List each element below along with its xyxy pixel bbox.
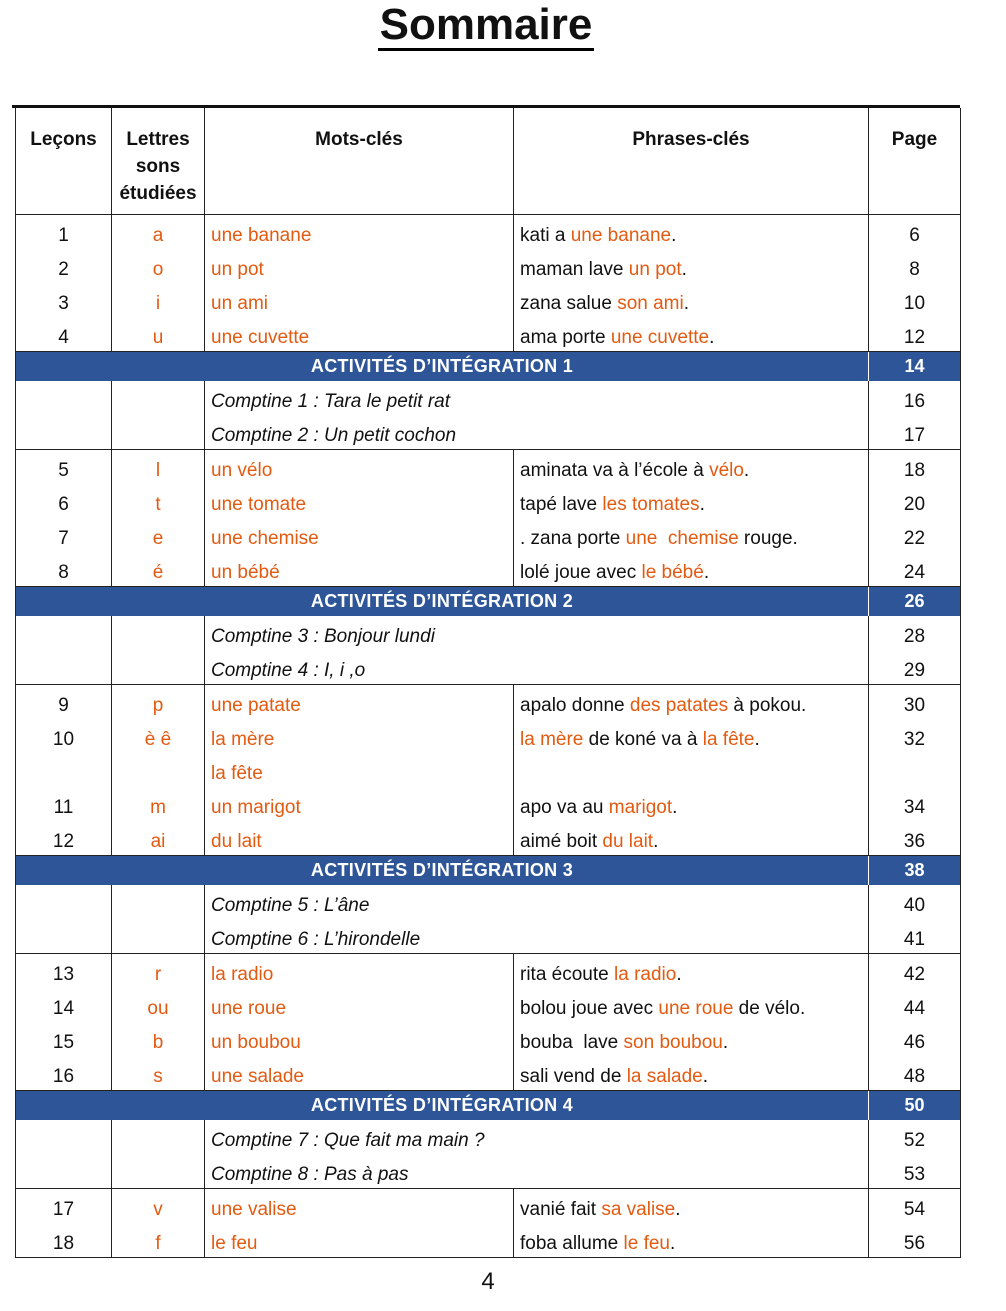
phrase-highlight: le bébé — [641, 562, 704, 583]
phrase-text: . — [672, 797, 678, 818]
comptine-title: Comptine 3 : Bonjour lundi — [205, 616, 869, 650]
table-row — [16, 484, 961, 518]
comptine-title: Comptine 8 : Pas à pas — [205, 1154, 869, 1189]
phrase-text: . — [683, 293, 689, 314]
mot-cle-cell: un boubou — [205, 1022, 514, 1056]
lettre-cell: a — [112, 215, 205, 250]
phrase-highlight: son ami — [617, 293, 684, 314]
phrase-text: zana salue — [520, 293, 618, 314]
lecon-cell — [16, 1120, 112, 1154]
lettre-cell — [112, 616, 205, 650]
page-cell: 40 — [869, 885, 961, 919]
mot-cle-cell: du lait — [205, 821, 514, 856]
phrase-text: . — [653, 831, 659, 852]
mot-cle-cell: une roue — [205, 988, 514, 1022]
phrase-highlight: les tomates — [602, 494, 700, 515]
table-row — [16, 719, 961, 753]
lettre-cell: r — [112, 954, 205, 989]
lecon-cell — [16, 415, 112, 450]
comptine-title: Comptine 1 : Tara le petit rat — [205, 381, 869, 415]
phrase-highlight: la radio — [614, 964, 677, 985]
table-body — [16, 215, 961, 1258]
table-row — [16, 518, 961, 552]
page-cell: 8 — [869, 249, 961, 283]
phrase-highlight: la salade — [626, 1066, 703, 1087]
phrase-text: . — [743, 460, 750, 481]
phrase-text: apalo donne — [520, 695, 630, 716]
comptine-title: Comptine 7 : Que fait ma main ? — [205, 1120, 869, 1154]
page-cell: 53 — [869, 1154, 961, 1189]
lettre-cell: u — [112, 317, 205, 352]
phrase-cle-cell — [514, 1056, 869, 1091]
table-row — [16, 787, 961, 821]
phrase-highlight: la mère — [520, 729, 584, 750]
phrase-text: aminata va à l’école à — [520, 460, 710, 481]
phrase-text: . — [681, 259, 687, 280]
phrase-highlight: vélo — [709, 460, 744, 481]
header-mots: Mots-clés — [205, 108, 514, 215]
mot-cle-cell: la fête — [205, 753, 514, 787]
mot-cle-cell: une patate — [205, 685, 514, 720]
lettre-cell: v — [112, 1189, 205, 1224]
page-cell: 29 — [869, 650, 961, 685]
header-page: Page — [869, 108, 961, 215]
lecon-cell: 16 — [16, 1056, 112, 1091]
phrase-text: ama porte — [520, 327, 611, 348]
phrase-highlight: marigot — [608, 797, 673, 818]
band-page: 50 — [869, 1091, 961, 1121]
table-row — [16, 249, 961, 283]
comptine-row — [16, 885, 961, 919]
lecon-cell — [16, 1154, 112, 1189]
phrase-text: de vélo. — [733, 998, 806, 1019]
lettre-cell: p — [112, 685, 205, 720]
comptine-row — [16, 1120, 961, 1154]
phrase-text: . zana porte — [520, 528, 626, 549]
page-cell: 52 — [869, 1120, 961, 1154]
phrase-text: kati a — [520, 225, 571, 246]
phrase-text: foba allume — [520, 1233, 624, 1254]
page-cell: 48 — [869, 1056, 961, 1091]
mot-cle-cell: la mère — [205, 719, 514, 753]
phrase-cle-cell — [514, 753, 869, 787]
mot-cle-cell: une banane — [205, 215, 514, 250]
lecon-cell: 12 — [16, 821, 112, 856]
integration-band — [16, 1091, 961, 1121]
lecon-cell: 5 — [16, 450, 112, 485]
lecon-cell — [16, 650, 112, 685]
phrase-cle-cell — [514, 988, 869, 1022]
band-page: 26 — [869, 587, 961, 617]
page-cell: 56 — [869, 1223, 961, 1258]
phrase-text: maman lave — [520, 259, 629, 280]
comptine-title: Comptine 2 : Un petit cochon — [205, 415, 869, 450]
band-label: ACTIVITÉS D’INTÉGRATION 1 — [16, 352, 869, 382]
mot-cle-cell: une tomate — [205, 484, 514, 518]
lecon-cell: 8 — [16, 552, 112, 587]
phrase-highlight: du lait — [602, 831, 654, 852]
table-row — [16, 988, 961, 1022]
phrase-text: . — [699, 494, 705, 515]
phrase-text: . — [675, 1199, 681, 1220]
page-cell: 42 — [869, 954, 961, 989]
phrase-text: bouba lave — [520, 1032, 624, 1053]
page-cell: 18 — [869, 450, 961, 485]
phrase-cle-cell — [514, 484, 869, 518]
lettre-cell — [112, 381, 205, 415]
phrase-highlight: une chemise — [625, 528, 739, 549]
phrase-text: rouge. — [738, 528, 798, 549]
comptine-row — [16, 650, 961, 685]
band-page: 38 — [869, 856, 961, 886]
lettre-cell: ai — [112, 821, 205, 856]
lecon-cell: 17 — [16, 1189, 112, 1224]
table-row — [16, 1022, 961, 1056]
page-cell: 10 — [869, 283, 961, 317]
phrase-highlight: une cuvette — [610, 327, 710, 348]
lettre-cell: ou — [112, 988, 205, 1022]
phrase-cle-cell — [514, 518, 869, 552]
phrase-cle-cell — [514, 249, 869, 283]
mot-cle-cell: le feu — [205, 1223, 514, 1258]
lecon-cell: 7 — [16, 518, 112, 552]
lecon-cell — [16, 919, 112, 954]
phrase-cle-cell — [514, 450, 869, 485]
sommaire-table — [15, 108, 961, 1258]
phrase-cle-cell — [514, 1189, 869, 1224]
table-row — [16, 1223, 961, 1258]
phrase-text: . — [754, 729, 760, 750]
phrase-cle-cell — [514, 787, 869, 821]
page-number: 4 — [481, 1268, 495, 1295]
lecon-cell: 10 — [16, 719, 112, 753]
phrase-cle-cell — [514, 215, 869, 250]
title-text: Sommaire — [379, 0, 593, 49]
comptine-title: Comptine 6 : L’hirondelle — [205, 919, 869, 954]
lecon-cell: 15 — [16, 1022, 112, 1056]
lecon-cell — [16, 381, 112, 415]
phrase-text: . — [702, 1066, 709, 1087]
phrase-highlight: le feu — [623, 1233, 670, 1254]
band-page: 14 — [869, 352, 961, 382]
header-lecons: Leçons — [16, 108, 112, 215]
page-cell: 54 — [869, 1189, 961, 1224]
page-cell: 34 — [869, 787, 961, 821]
page-cell: 41 — [869, 919, 961, 954]
integration-band — [16, 856, 961, 886]
table-row — [16, 685, 961, 720]
table-row — [16, 1189, 961, 1224]
table-row — [16, 552, 961, 587]
comptine-title: Comptine 4 : I, i ,o — [205, 650, 869, 685]
comptine-row — [16, 1154, 961, 1189]
lecon-cell: 13 — [16, 954, 112, 989]
lettre-cell: e — [112, 518, 205, 552]
mot-cle-cell: une cuvette — [205, 317, 514, 352]
page-cell: 32 — [869, 719, 961, 753]
phrase-highlight: une banane — [570, 225, 672, 246]
lettre-cell — [112, 753, 205, 787]
comptine-title: Comptine 5 : L’âne — [205, 885, 869, 919]
phrase-text: à pokou. — [728, 695, 807, 716]
table-row — [16, 821, 961, 856]
phrase-text: . — [676, 964, 682, 985]
comptine-row — [16, 381, 961, 415]
table-row — [16, 317, 961, 352]
phrase-text: de koné va à — [583, 729, 703, 750]
phrase-text: tapé lave — [520, 494, 603, 515]
lecon-cell — [16, 753, 112, 787]
phrase-text: . — [671, 225, 677, 246]
lettre-cell — [112, 650, 205, 685]
lettre-cell: t — [112, 484, 205, 518]
lecon-cell: 6 — [16, 484, 112, 518]
phrase-cle-cell — [514, 954, 869, 989]
page-cell: 30 — [869, 685, 961, 720]
table-row — [16, 450, 961, 485]
page-cell: 46 — [869, 1022, 961, 1056]
phrase-highlight: une roue — [658, 998, 734, 1019]
lettre-cell — [112, 1120, 205, 1154]
page-cell: 22 — [869, 518, 961, 552]
lecon-cell — [16, 885, 112, 919]
lecon-cell: 4 — [16, 317, 112, 352]
lettre-cell: b — [112, 1022, 205, 1056]
page-cell: 44 — [869, 988, 961, 1022]
page-cell: 24 — [869, 552, 961, 587]
mot-cle-cell: un pot — [205, 249, 514, 283]
lettre-cell — [112, 1154, 205, 1189]
phrase-text: . — [722, 1032, 729, 1053]
phrase-highlight: un pot — [628, 259, 682, 280]
lettre-cell: s — [112, 1056, 205, 1091]
integration-band — [16, 587, 961, 617]
mot-cle-cell: une valise — [205, 1189, 514, 1224]
mot-cle-cell: une chemise — [205, 518, 514, 552]
lecon-cell: 1 — [16, 215, 112, 250]
phrase-highlight: des patates — [629, 695, 729, 716]
lecon-cell: 3 — [16, 283, 112, 317]
phrase-text: . — [709, 327, 715, 348]
phrase-highlight: son boubou — [623, 1032, 723, 1053]
phrase-cle-cell — [514, 1223, 869, 1258]
lettre-cell: o — [112, 249, 205, 283]
page-cell: 17 — [869, 415, 961, 450]
lettre-cell — [112, 885, 205, 919]
phrase-text: vanié fait — [520, 1199, 602, 1220]
page-cell: 16 — [869, 381, 961, 415]
phrase-text: apo va au — [520, 797, 609, 818]
page-title — [0, 2, 972, 51]
table-row — [16, 215, 961, 250]
phrase-cle-cell — [514, 1022, 869, 1056]
lettre-cell: f — [112, 1223, 205, 1258]
page-cell: 36 — [869, 821, 961, 856]
lecon-cell: 9 — [16, 685, 112, 720]
mot-cle-cell: un ami — [205, 283, 514, 317]
phrase-cle-cell — [514, 685, 869, 720]
phrase-cle-cell — [514, 821, 869, 856]
phrase-text: sali vend de — [520, 1066, 627, 1087]
page-cell — [869, 753, 961, 787]
header-lettres: Lettres sons étudiées — [112, 108, 205, 215]
band-label: ACTIVITÉS D’INTÉGRATION 3 — [16, 856, 869, 886]
phrase-highlight: sa valise — [601, 1199, 676, 1220]
table-row — [16, 283, 961, 317]
page-cell: 12 — [869, 317, 961, 352]
lettre-cell — [112, 919, 205, 954]
lettre-cell — [112, 415, 205, 450]
page-cell: 20 — [869, 484, 961, 518]
table-row — [16, 753, 961, 787]
lettre-cell: i — [112, 283, 205, 317]
comptine-row — [16, 415, 961, 450]
lettre-cell: é — [112, 552, 205, 587]
integration-band — [16, 352, 961, 382]
phrase-cle-cell — [514, 552, 869, 587]
page-cell: 6 — [869, 215, 961, 250]
phrase-cle-cell — [514, 283, 869, 317]
phrase-highlight: la fête — [702, 729, 755, 750]
phrase-text: lolé joue avec — [520, 562, 642, 583]
lecon-cell: 2 — [16, 249, 112, 283]
lettre-cell: è ê — [112, 719, 205, 753]
header-row — [16, 108, 961, 215]
table-row — [16, 954, 961, 989]
comptine-row — [16, 616, 961, 650]
lettre-cell: m — [112, 787, 205, 821]
table-row — [16, 1056, 961, 1091]
phrase-text: rita écoute — [520, 964, 614, 985]
mot-cle-cell: la radio — [205, 954, 514, 989]
lecon-cell: 18 — [16, 1223, 112, 1258]
phrase-text: aimé boit — [520, 831, 603, 852]
band-label: ACTIVITÉS D’INTÉGRATION 2 — [16, 587, 869, 617]
page-cell: 28 — [869, 616, 961, 650]
lecon-cell — [16, 616, 112, 650]
mot-cle-cell: une salade — [205, 1056, 514, 1091]
band-label: ACTIVITÉS D’INTÉGRATION 4 — [16, 1091, 869, 1121]
phrase-text: . — [670, 1233, 676, 1254]
phrase-text: bolou joue avec — [520, 998, 659, 1019]
mot-cle-cell: un vélo — [205, 450, 514, 485]
phrase-cle-cell — [514, 719, 869, 753]
mot-cle-cell: un marigot — [205, 787, 514, 821]
lecon-cell: 11 — [16, 787, 112, 821]
comptine-row — [16, 919, 961, 954]
phrase-text: . — [703, 562, 710, 583]
phrase-cle-cell — [514, 317, 869, 352]
lecon-cell: 14 — [16, 988, 112, 1022]
mot-cle-cell: un bébé — [205, 552, 514, 587]
header-phrases: Phrases-clés — [514, 108, 869, 215]
lettre-cell: l — [112, 450, 205, 485]
